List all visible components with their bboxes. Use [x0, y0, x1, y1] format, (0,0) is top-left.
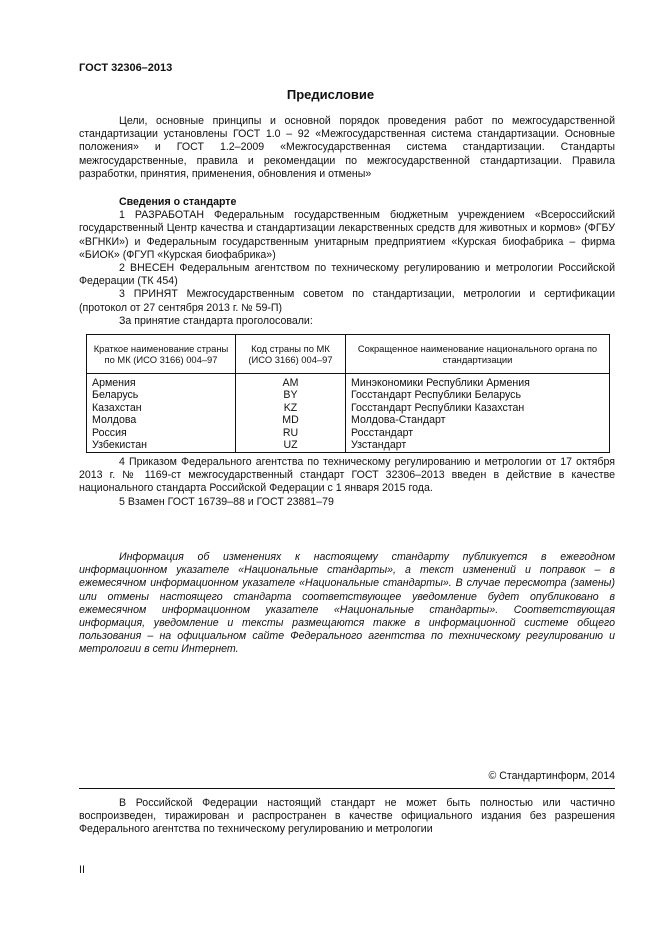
- country-name: Беларусь: [87, 389, 236, 401]
- item-introduced: 2 ВНЕСЕН Федеральным агентством по техническому регулированию и метрологии Российской Федерации (ТК 454): [79, 262, 615, 288]
- table-row: [87, 439, 610, 453]
- reproduction-notice: В Российской Федерации настоящий стандарт не может быть полностью или частично воспроизведен, тиражирован и распространен в качестве официального издания без разрешения Федерального агентства по техническому регулированию и метрологии: [79, 797, 615, 836]
- page-title: Предисловие: [286, 87, 375, 102]
- table-row: [87, 389, 610, 401]
- standards-body: Минэкономики Республики Армения: [346, 374, 610, 390]
- header-standards-body: Сокращенное наименование национального органа по стандартизации: [346, 335, 610, 374]
- standards-body: Госстандарт Республики Казахстан: [346, 402, 610, 414]
- standards-body: Узстандарт: [346, 439, 610, 453]
- table-row: [87, 402, 610, 414]
- item-developed: 1 РАЗРАБОТАН Федеральным государственным бюджетным учреждением «Всероссийский государственный Центр качества и стандартизации лекарственных средств для животных и кормов» (ФГБУ «ВГНКИ») и Федеральным государственным унитарным предприятием «Курская биофабрика – фирма «БИОК» (ФГУП «Курская биофабрика»): [79, 209, 615, 261]
- country-code: KZ: [236, 402, 346, 414]
- country-code: MD: [236, 414, 346, 426]
- country-code: AM: [236, 374, 346, 390]
- preface-section: [79, 115, 615, 181]
- country-code: UZ: [236, 439, 346, 453]
- post-table-section: [79, 456, 615, 509]
- header-country-code: Код страны по МК (ИСО 3166) 004–97: [236, 335, 346, 374]
- reproduction-notice-section: [79, 797, 615, 837]
- item-replaces: 5 Взамен ГОСТ 16739–88 и ГОСТ 23881–79: [119, 495, 334, 508]
- country-name: Молдова: [87, 414, 236, 426]
- country-name: Россия: [87, 427, 236, 439]
- divider-line: [79, 788, 615, 789]
- standards-body: Госстандарт Республики Беларусь: [346, 389, 610, 401]
- change-information-text: Информация об изменениях к настоящему стандарту публикуется в ежегодном информационном указателе «Национальные стандарты», а текст изменений и поправок – в ежемесячном информационном указателе «Национальные стандарты». В случае пересмотра (замены) или отмены настоящего стандарта соответствующее уведомление будет опубликовано в ежемесячном информационном указателе «Национальные стандарты». Соответствующая информация, уведомление и тексты размещаются также в информационной системе общего пользования – на официальном сайте Федерального агентства по техническому регулированию и метрологии в сети Интернет.: [79, 551, 615, 656]
- page-number: II: [79, 864, 85, 876]
- voting-table: [86, 334, 610, 453]
- vote-intro: За принятие стандарта проголосовали:: [119, 314, 313, 327]
- table-row: [87, 427, 610, 439]
- country-name: Армения: [87, 374, 236, 390]
- standard-info-heading: Сведения о стандарте: [119, 196, 237, 208]
- preface-paragraph: Цели, основные принципы и основной порядок проведения работ по межгосударственной стандартизации установлены ГОСТ 1.0 – 92 «Межгосударственная система стандартизации. Основные положения» и ГОСТ 1.2–2009 «Межгосударственная система стандартизации. Стандарты межгосударственные, правила и рекомендации по межгосударственной стандартизации. Правила разработки, принятия, применения, обновления и отмены»: [79, 115, 615, 180]
- standards-body: Молдова-Стандарт: [346, 414, 610, 426]
- header-country-name: Краткое наименование страны по МК (ИСО 3166) 004–97: [87, 335, 236, 374]
- document-code: ГОСТ 32306–2013: [79, 62, 173, 74]
- item-adopted: 3 ПРИНЯТ Межгосударственным советом по стандартизации, метрологии и сертификации (протокол от 27 сентября 2013 г. № 59-П): [79, 288, 615, 314]
- table-row: [87, 414, 610, 426]
- copyright-notice: © Стандартинформ, 2014: [488, 770, 615, 782]
- country-code: BY: [236, 389, 346, 401]
- standards-body: Росстандарт: [346, 427, 610, 439]
- change-information-notice: [79, 551, 615, 657]
- item-enacted: 4 Приказом Федерального агентства по техническому регулированию и метрологии от 17 октября 2013 г. № 1169-ст межгосударственный стандарт ГОСТ 32306–2013 введен в действие в качестве национального стандарта Российской Федерации с 1 января 2015 года.: [79, 456, 615, 495]
- country-name: Казахстан: [87, 402, 236, 414]
- country-name: Узбекистан: [87, 439, 236, 453]
- country-code: RU: [236, 427, 346, 439]
- standard-info-section: [79, 196, 615, 328]
- table-row: [87, 374, 610, 390]
- table-header-row: [87, 335, 610, 374]
